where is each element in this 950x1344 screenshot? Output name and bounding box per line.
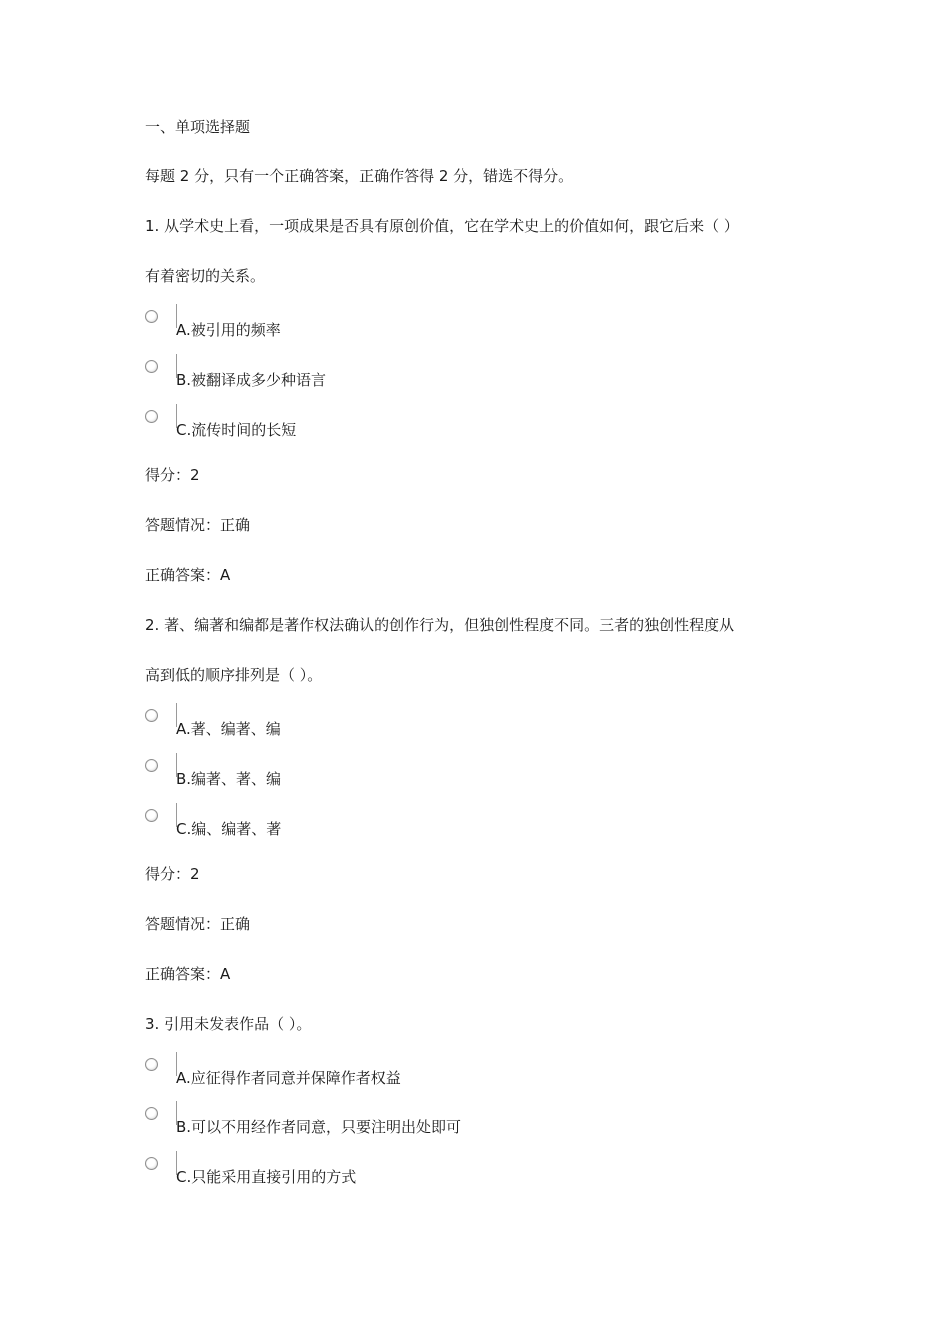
question-3-option-b[interactable]: [145, 1107, 745, 1141]
question-1-stem: 1. 从学术史上看，一项成果是否具有原创价值，它在学术史上的价值如何，跟它后来（ ）: [145, 217, 739, 235]
radio-button-icon[interactable]: [145, 709, 158, 722]
radio-button-icon[interactable]: [145, 360, 158, 373]
option-label: A.应征得作者同意并保障作者权益: [176, 1069, 401, 1087]
radio-button-icon[interactable]: [145, 310, 158, 323]
question-2-stem-cont: 高到低的顺序排列是（ ）。: [145, 666, 323, 684]
radio-button-icon[interactable]: [145, 1058, 158, 1071]
question-3-option-c[interactable]: [145, 1157, 745, 1191]
question-1-option-c[interactable]: [145, 410, 745, 444]
question-1-stem-cont: 有着密切的关系。: [145, 267, 266, 285]
question-2-option-c[interactable]: [145, 809, 745, 843]
option-label: B.可以不用经作者同意，只要注明出处即可: [176, 1118, 462, 1136]
question-2-status: 答题情况：正确: [145, 915, 251, 933]
option-label: B.编著、著、编: [176, 770, 282, 788]
question-2-option-b[interactable]: [145, 759, 745, 793]
radio-button-icon[interactable]: [145, 809, 158, 822]
question-2-stem: 2. 著、编著和编都是著作权法确认的创作行为，但独创性程度不同。三者的独创性程度从: [145, 616, 735, 634]
option-label: C.编、编著、著: [176, 820, 282, 838]
question-3-option-a[interactable]: [145, 1058, 745, 1092]
radio-button-icon[interactable]: [145, 410, 158, 423]
question-3-stem: 3. 引用未发表作品（ ）。: [145, 1015, 312, 1033]
option-label: A.著、编著、编: [176, 720, 281, 738]
radio-button-icon[interactable]: [145, 759, 158, 772]
radio-button-icon[interactable]: [145, 1107, 158, 1120]
question-1-option-b[interactable]: [145, 360, 745, 394]
question-1-status: 答题情况：正确: [145, 516, 251, 534]
option-label: A.被引用的频率: [176, 321, 281, 339]
question-1-option-a[interactable]: [145, 310, 745, 344]
radio-button-icon[interactable]: [145, 1157, 158, 1170]
section-title: 一、单项选择题: [145, 118, 251, 136]
question-1-score: 得分：2: [145, 466, 200, 484]
question-2-score: 得分：2: [145, 865, 200, 883]
option-label: C.流传时间的长短: [176, 421, 297, 439]
question-1-answer: 正确答案：A: [145, 566, 231, 584]
option-label: C.只能采用直接引用的方式: [176, 1168, 357, 1186]
instructions: 每题 2 分，只有一个正确答案，正确作答得 2 分，错选不得分。: [145, 167, 574, 185]
option-label: B.被翻译成多少种语言: [176, 371, 327, 389]
question-2-option-a[interactable]: [145, 709, 745, 743]
question-2-answer: 正确答案：A: [145, 965, 231, 983]
